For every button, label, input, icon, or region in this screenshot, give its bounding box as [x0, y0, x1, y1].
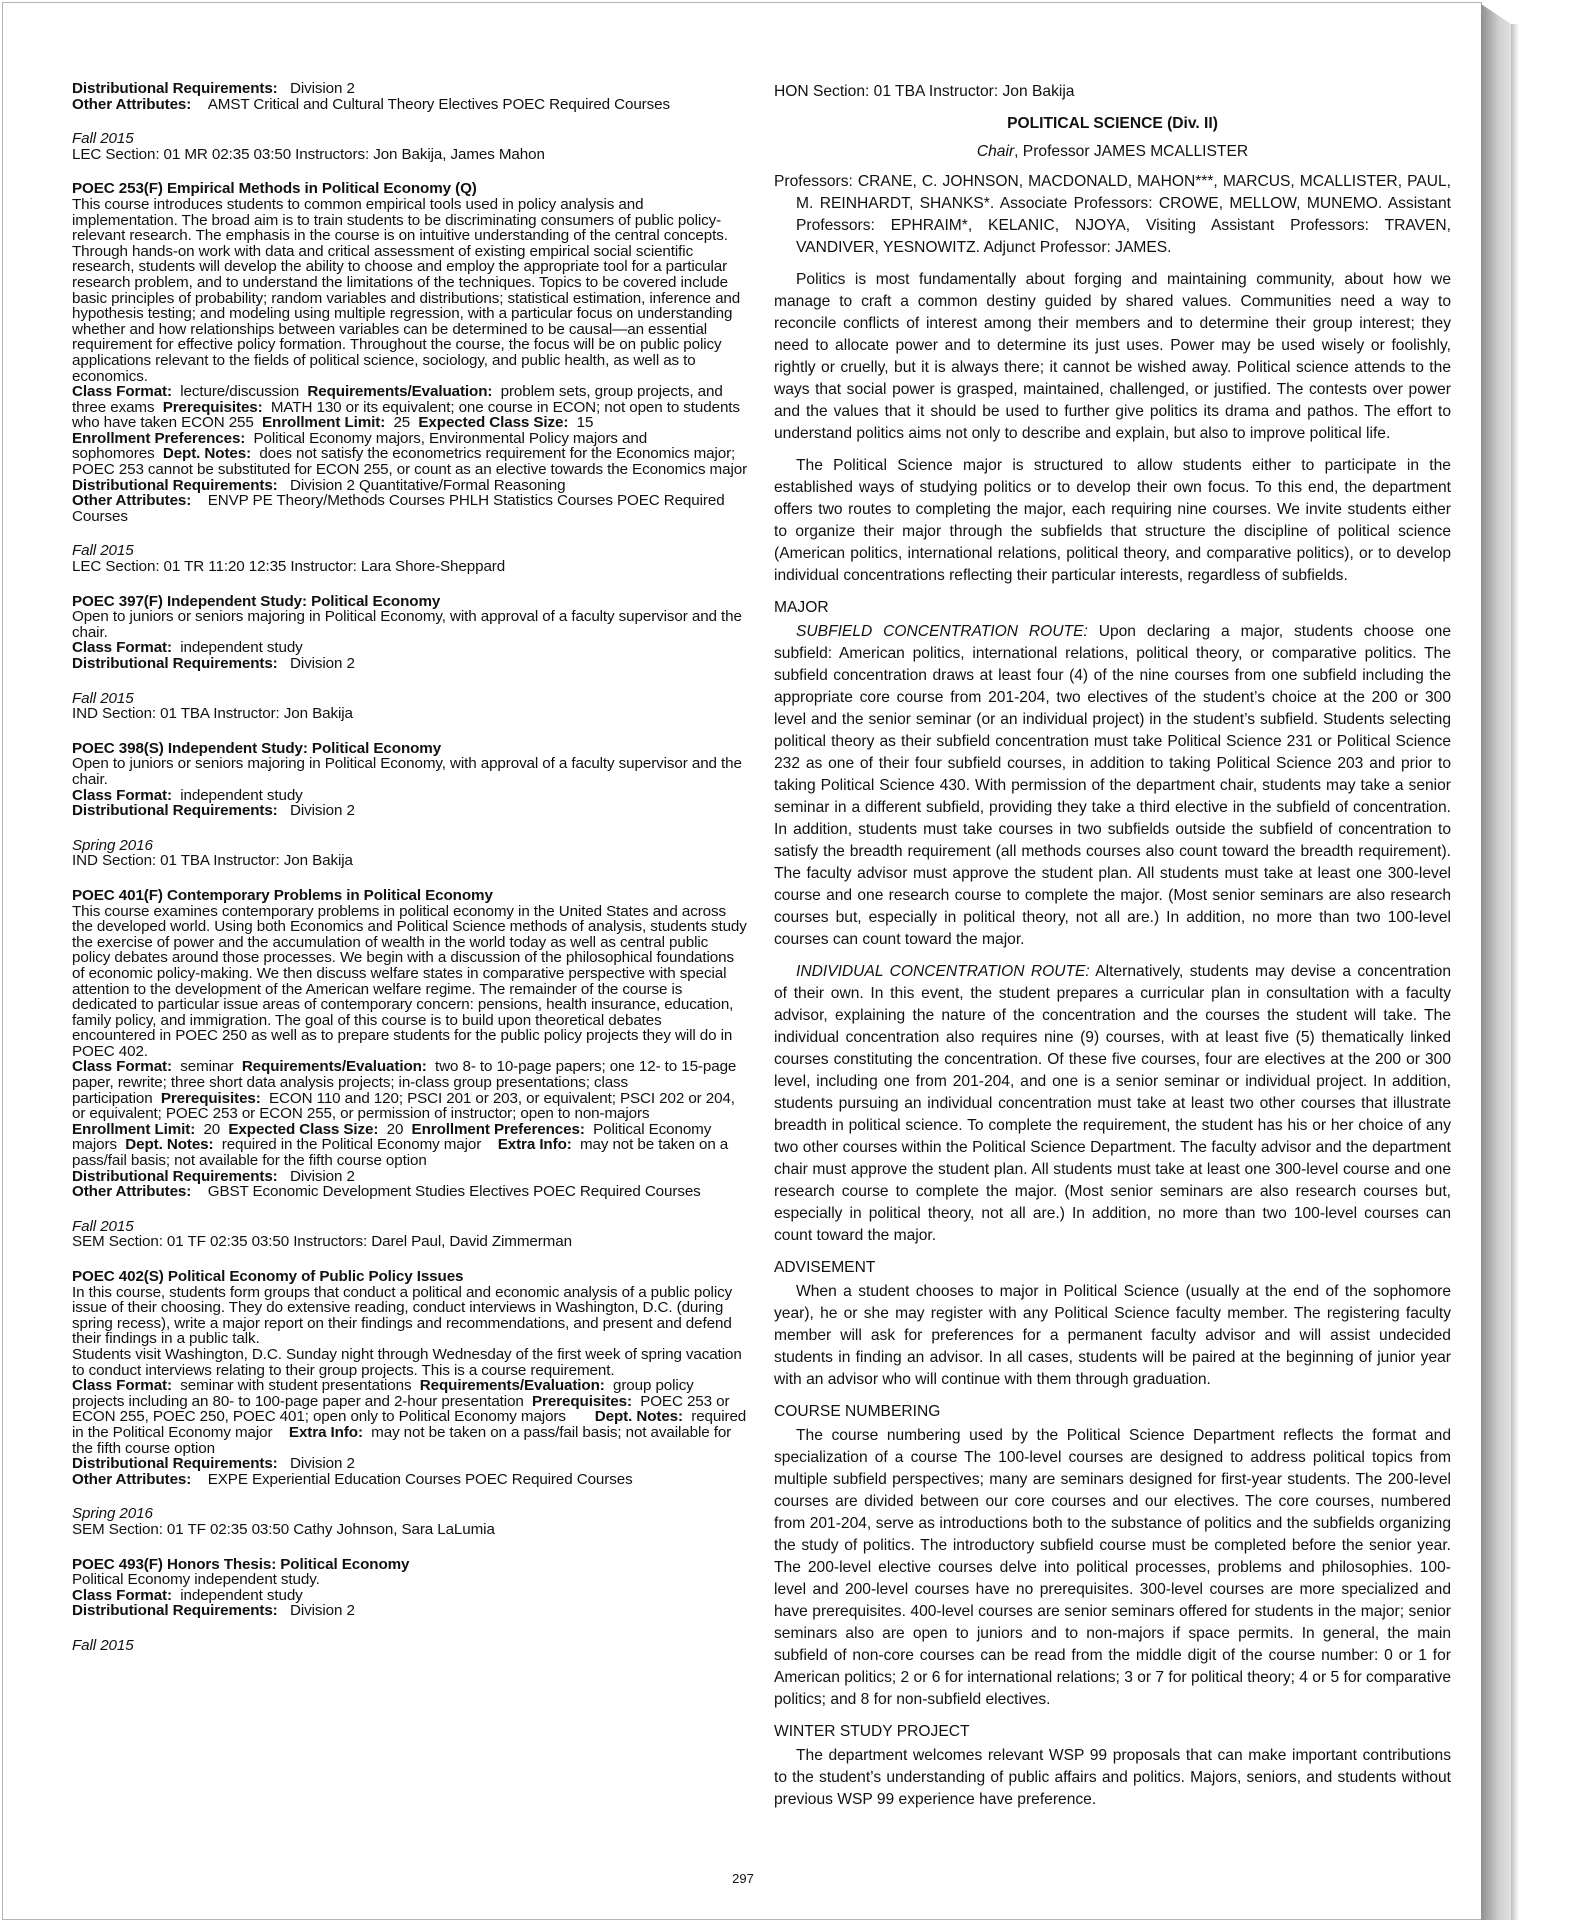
dist-label: Distributional Requirements:: [72, 655, 278, 672]
class-format-value: independent study: [180, 786, 303, 804]
intro-paragraph-1: Politics is most fundamentally about forging and maintaining community, about how we manage to craft a common destiny guided by shared values. Communities need a way to reconcile conflicts of interest among their members and to determine their group interest; they need to allocate power and to determine its just uses. Power may be used wisely or foolishly, rightly or cruelly, but it is always there; it cannot be wished away. Political science attends to the ways that social power is grasped, maintained, challenged, or justified. The contests over power and the values that it should be used to further give politics its drama and pathos. The effort to understand politics aims not only to describe and explain, but also to improve political life.: [774, 271, 1451, 442]
other-value: ENVP PE Theory/Methods Courses PHLH Statistics Courses POEC Required Courses: [72, 492, 725, 525]
other-label: Other Attributes:: [72, 1470, 192, 1488]
section-block-top: [72, 131, 748, 162]
term: Spring 2016: [72, 1505, 153, 1523]
extra-info-label: Extra Info:: [497, 1136, 572, 1154]
course-title: POEC 493(F) Honors Thesis: Political Economy: [72, 1555, 410, 1573]
class-format-value: independent study: [180, 1586, 303, 1604]
requirements-label: Requirements/Evaluation:: [241, 1058, 427, 1076]
dist-value: Division 2: [290, 1602, 355, 1620]
class-format-value: lecture/discussion: [180, 383, 300, 401]
course-title: POEC 402(S) Political Economy of Public Policy Issues: [72, 1268, 464, 1285]
hon-section-line: HON Section: 01 TBA Instructor: Jon Bakija: [774, 83, 1075, 100]
other-value: EXPE Experiential Education Courses POEC Required Courses: [207, 1470, 633, 1488]
dept-notes-label: Dept. Notes:: [125, 1136, 214, 1154]
requirements-value: two 8- to 10-page papers; one 12- to 15-page paper, rewrite; three short data analysis projects; in-class group presentations; class participation: [72, 1058, 737, 1107]
course-description: Open to juniors or seniors majoring in Political Economy, with approval of a faculty supervisor and the chair.: [72, 608, 742, 641]
prerequisites-value: ECON 110 and 120; PSCI 201 or 203, or equivalent; PSCI 202 or 204, or equivalent; POEC 253 or ECON 255, or permission of instructor; open to non-majors: [72, 1089, 735, 1123]
other-value: GBST Economic Development Studies Electives POEC Required Courses: [207, 1183, 701, 1201]
dept-notes-label: Dept. Notes:: [162, 445, 252, 463]
section-block-poec398: [72, 838, 748, 869]
prerequisites-label: Prerequisites:: [162, 398, 263, 416]
class-format-label: Class Format:: [72, 1586, 172, 1604]
winter-study-paragraph: The department welcomes relevant WSP 99 proposals that can make important contributions to the student’s understanding of public affairs and politics. Majors, seniors, and students without previous WSP 99 experience have preference.: [774, 1747, 1451, 1808]
major-heading: MAJOR: [774, 599, 829, 616]
term: Fall 2015: [72, 1217, 134, 1235]
course-description: In this course, students form groups that conduct a political and economic analysis of a public policy issue of their choosing. They do extensive reading, conduct interviews in Washington, D.C. (during spring recess), write a major report on their findings and recommendations, and present and defend their findings in a public talk.: [72, 1283, 733, 1348]
term: Fall 2015: [72, 1636, 134, 1654]
course-poec401: [72, 888, 748, 1200]
page-edge-shadow: [1511, 24, 1519, 1920]
dist-label: Distributional Requirements:: [72, 802, 278, 820]
dist-label: Distributional Requirements:: [72, 476, 278, 494]
course-title: POEC 253(F) Empirical Methods in Political Economy (Q): [72, 180, 477, 198]
winter-study-heading: WINTER STUDY PROJECT: [774, 1723, 970, 1740]
enrollment-limit-label: Enrollment Limit:: [262, 414, 386, 432]
class-format-label: Class Format:: [72, 383, 172, 401]
page-edge-shading: [1481, 4, 1511, 1920]
course-description: This course introduces students to common empirical tools used in policy analysis and implementation. The broad aim is to train students to be discriminating consumers of public policy-relevant research. The emphasis in the course is on intuitive understanding of the central concepts. Through hands-on work with data and critical assessment of existing empirical social scientific research, students will develop the ability to choose and employ the appropriate tool for a particular research problem, and to understand the limitations of the techniques. Topics to be covered include basic principles of probability; random variables and distributions; statistical estimation, inference and hypothesis testing; and modeling using multiple regression, with a particular focus on understanding whether and how relationships between variables can be determined to be causal—an essential requirement for effective policy formation. Throughout the course, the focus will be on public policy applications relevant to the fields of political science, sociology, and public health, as well as to economics.: [72, 195, 741, 385]
course-title: POEC 401(F) Contemporary Problems in Political Economy: [72, 886, 493, 904]
document-page: [2, 2, 1482, 1920]
course-description: Open to juniors or seniors majoring in Political Economy, with approval of a faculty supervisor and the chair.: [72, 755, 742, 788]
term: Fall 2015: [72, 130, 134, 148]
department-title: POLITICAL SCIENCE (Div. II): [1007, 115, 1218, 132]
course-poec397: [72, 594, 748, 672]
prerequisites-value: MATH 130 or its equivalent; one course in ECON; not open to students who have taken ECON 255: [72, 398, 740, 432]
course-numbering-heading: COURSE NUMBERING: [774, 1403, 941, 1420]
course-enrollment: [72, 1122, 748, 1169]
class-size-label: Expected Class Size:: [228, 1120, 379, 1138]
term: Spring 2016: [72, 836, 153, 854]
section-line: LEC Section: 01 MR 02:35 03:50 Instructors: Jon Bakija, James Mahon: [72, 145, 545, 163]
chair-value: , Professor JAMES MCALLISTER: [1014, 143, 1249, 160]
course-description-2: Students visit Washington, D.C. Sunday night through Wednesday of the first week of spring vacation to conduct interviews relating to their group projects. This is a course requirement.: [72, 1345, 742, 1379]
prerequisites-label: Prerequisites:: [160, 1089, 261, 1107]
dept-notes-label: Dept. Notes:: [594, 1408, 683, 1426]
extra-info-value: may not be taken on a pass/fail basis; not available for the fifth course option: [72, 1136, 729, 1170]
dist-value: Division 2: [290, 1455, 355, 1473]
left-column: [72, 81, 748, 1672]
section-line: SEM Section: 01 TF 02:35 03:50 Cathy Johnson, Sara LaLumia: [72, 1520, 495, 1538]
class-format-value: seminar with student presentations: [180, 1377, 412, 1395]
course-poec398: [72, 741, 748, 819]
extra-info-value: may not be taken on a pass/fail basis; not available for the fifth course option: [72, 1423, 732, 1457]
other-label: Other Attributes:: [72, 1183, 192, 1201]
course-block-top: [72, 81, 748, 112]
section-line: LEC Section: 01 TR 11:20 12:35 Instructor: Lara Shore-Sheppard: [72, 558, 506, 576]
term: Fall 2015: [72, 689, 134, 707]
dist-label: Distributional Requirements:: [72, 1602, 278, 1620]
dist-value: Division 2 Quantitative/Formal Reasoning: [290, 476, 566, 494]
enrollment-limit-value: 25: [393, 414, 411, 432]
section-line: IND Section: 01 TBA Instructor: Jon Bakija: [72, 705, 353, 723]
other-value: AMST Critical and Cultural Theory Electives POEC Required Courses: [207, 95, 670, 113]
dept-notes-value: required in the Political Economy major: [72, 1408, 747, 1441]
prerequisites-label: Prerequisites:: [532, 1392, 632, 1410]
enrollment-pref-value: Political Economy majors: [72, 1120, 712, 1154]
course-numbering-paragraph: The course numbering used by the Political Science Department reflects the format and specialization of a course The 100-level courses are designed to address political topics from multiple subfield perspectives; many are seminars designed for first-year students. The 200-level courses are divided between our core courses and our electives. The core courses, numbered from 201-204, serve as introductions both to the substance of politics and the subfields organizing the study of politics. The introductory subfield course must be completed before the senior year. The 200-level elective courses delve into political processes, problems and philosophies. 100-level and 200-level courses have no prerequisites. 300-level courses are more specialized and have prerequisites. 400-level courses are senior seminars offered for students in the major; senior seminars also are open to juniors and to non-majors if space permits. In general, the main subfield of non-core courses can be read from the middle digit of the course number: 0 or 1 for American politics; 2 or 6 for international relations; 3 or 7 for political theory; 4 or 5 for comparative politics; and 8 for non-subfield electives.: [774, 1427, 1451, 1708]
individual-route-label: INDIVIDUAL CONCENTRATION ROUTE:: [796, 963, 1090, 980]
course-preferences: [72, 431, 748, 478]
dist-value: Division 2: [290, 1167, 355, 1185]
chair-line: [774, 141, 1451, 163]
dist-label: Distributional Requirements:: [72, 1167, 278, 1185]
course-title: POEC 397(F) Independent Study: Political Economy: [72, 592, 441, 610]
requirements-label: Requirements/Evaluation:: [419, 1377, 605, 1395]
class-size-value: 15: [576, 414, 594, 432]
section-block-poec397: [72, 691, 748, 722]
section-block-poec402: [72, 1506, 748, 1537]
other-label: Other Attributes:: [72, 95, 192, 113]
section-block-poec493: [72, 1638, 748, 1654]
enrollment-limit-value: 20: [203, 1120, 221, 1138]
section-block-poec401: [72, 1219, 748, 1250]
course-description: This course examines contemporary problems in political economy in the United States and across the developed world. Using both Economics and Political Science methods of analysis, students study the exercise of power and the accumulation of wealth in the world today as well as central public policy debates around those processes. We begin with a discussion of the philosophical foundations of economic policy-making. We then discuss welfare states in comparative perspective with special attention to the development of the American welfare regime. The remainder of the course is dedicated to particular issue areas of contemporary concern: pensions, health insurance, education, family policy, and immigration. The goal of this course is to build upon theoretical debates encountered in POEC 250 as well as to prepare students for the public policy projects they will do in POEC 402.: [72, 902, 747, 1060]
other-label: Other Attributes:: [72, 492, 192, 510]
requirements-value: problem sets, group projects, and three exams: [72, 383, 723, 416]
right-column: [774, 81, 1451, 1821]
dist-label: Distributional Requirements:: [72, 1455, 278, 1473]
extra-info-label: Extra Info:: [288, 1423, 363, 1441]
individual-route-paragraph: [774, 961, 1451, 1247]
class-format-label: Class Format:: [72, 639, 172, 657]
page-number: 297: [732, 1871, 754, 1886]
enrollment-pref-label: Enrollment Preferences:: [411, 1120, 585, 1138]
subfield-route-text: Upon declaring a major, students choose one subfield: American politics, international relations, political theory, or comparative politics. The subfield concentration draws at least four (4) of the nine courses from one subfield including the appropriate core course from 201-204, two electives of the student’s choice at the 200 or 300 level and the senior seminar (or an individual project) in the student’s subfield. Students selecting political theory as their subfield concentration must take Political Science 231 or Political Science 232 as one of their four subfield courses, in addition to taking Political Science 203 and prior to taking Political Science 430. With permission of the department chair, students may take a senior seminar in a different subfield, providing they take a third elective in the subfield of concentration. In addition, students must take courses in two subfields outside the subfield of concentration to satisfy the breadth requirement (all methods courses also count toward the breadth requirement). The faculty advisor must approve the student plan. All students must take at least one 300-level course and one research course to complete the major. (Most senior seminars are also research courses but, especially in political theory, not all are.) In addition, no more than two 100-level courses can count toward the major.: [774, 623, 1451, 948]
course-description: Political Economy independent study.: [72, 1571, 320, 1589]
chair-label: Chair: [976, 143, 1015, 160]
intro-paragraph-2: The Political Science major is structured to allow students either to participate in the established ways of studying politics or to develop their own focus. To this end, the department offers two routes to completing the major, each requiring nine courses. We invite students either to organize their major through the subfields that structure the discipline of political science (American politics, international relations, political theory, and comparative politics), or to develop individual concentrations reflecting their particular interests, regardless of subfields.: [774, 457, 1451, 584]
class-size-label: Expected Class Size:: [418, 414, 569, 432]
individual-route-text: Alternatively, students may devise a concentration of their own. In this event, the student prepares a curricular plan in consultation with a faculty advisor, explaining the nature of the concentration and the courses the student will take. The individual concentration also requires nine (9) courses, with at least five (5) thematically linked courses constituting the concentration. Of these five courses, four are electives at the 200 or 300 level, including one from 201-204, and one is a senior seminar or individual project. In addition, students pursuing an individual concentration must take at least two other courses that illustrate breadth in political science. To complete the requirement, the student has his or her choice of any two other courses within the Political Science Department. The faculty advisor and the department chair must approve the student plan. All students must take at least one 300-level course and one research course to complete the major. (Most senior seminars are also research courses but, especially in political theory, not all are.) In addition, no more than two 100-level courses can count toward the major.: [774, 963, 1451, 1244]
dist-value: Division 2: [290, 655, 355, 672]
class-format-label: Class Format:: [72, 1058, 172, 1076]
dept-notes-value: does not satisfy the econometrics requirement for the Economics major; POEC 253 cannot be substituted for ECON 255, or count as an elective towards the Economics major: [72, 445, 748, 479]
course-poec493: [72, 1557, 748, 1619]
enrollment-pref-label: Enrollment Preferences:: [72, 429, 246, 447]
class-format-label: Class Format:: [72, 1377, 172, 1395]
course-poec402: [72, 1269, 748, 1487]
course-details: [72, 1059, 748, 1121]
course-title: POEC 398(S) Independent Study: Political Economy: [72, 739, 442, 757]
enrollment-pref-value: Political Economy majors, Environmental Policy majors and sophomores: [72, 429, 648, 463]
faculty-list: Professors: CRANE, C. JOHNSON, MACDONALD, MAHON***, MARCUS, MCALLISTER, PAUL, M. REINHARDT, SHANKS*. Associate Professors: CROWE, MELLOW, MUNEMO. Assistant Professors: EPHRAIM*, KELANIC, NJOYA, Visiting Assistant Professors: TRAVEN, VANDIVER, YESNOWITZ. Adjunct Professor: JAMES.: [774, 173, 1451, 256]
class-format-value: independent study: [180, 639, 303, 657]
requirements-value: group policy projects including an 80- to 100-page paper and 2-hour presentation: [72, 1377, 694, 1410]
enrollment-limit-label: Enrollment Limit:: [72, 1120, 196, 1138]
class-format-value: seminar: [180, 1058, 234, 1076]
dist-value: Division 2: [290, 80, 355, 97]
dist-label: Distributional Requirements:: [72, 80, 278, 97]
class-size-value: 20: [386, 1120, 404, 1138]
course-poec253: [72, 181, 748, 524]
section-block-poec253: [72, 543, 748, 574]
prerequisites-value: POEC 253 or ECON 255, POEC 250, POEC 401; open only to Political Economy majors: [72, 1392, 730, 1426]
dist-value: Division 2: [290, 802, 355, 820]
subfield-route-label: SUBFIELD CONCENTRATION ROUTE:: [796, 623, 1088, 640]
advisement-paragraph: When a student chooses to major in Political Science (usually at the end of the sophomore year), he or she may register with any Political Science faculty member. The registering faculty member will ask for preferences for a permanent faculty advisor and will assist undecided students in finding an advisor. In all cases, students will be paired at the beginning of junior year with an advisor who will continue with them through graduation.: [774, 1283, 1451, 1388]
term: Fall 2015: [72, 542, 134, 560]
course-details: [72, 1378, 748, 1456]
advisement-heading: ADVISEMENT: [774, 1259, 876, 1276]
dept-notes-value: required in the Political Economy major: [221, 1136, 482, 1154]
section-line: SEM Section: 01 TF 02:35 03:50 Instructors: Darel Paul, David Zimmerman: [72, 1233, 572, 1251]
requirements-label: Requirements/Evaluation:: [307, 383, 493, 401]
class-format-label: Class Format:: [72, 786, 172, 804]
section-line: IND Section: 01 TBA Instructor: Jon Bakija: [72, 852, 353, 870]
course-details: [72, 384, 748, 431]
subfield-route-paragraph: [774, 621, 1451, 951]
